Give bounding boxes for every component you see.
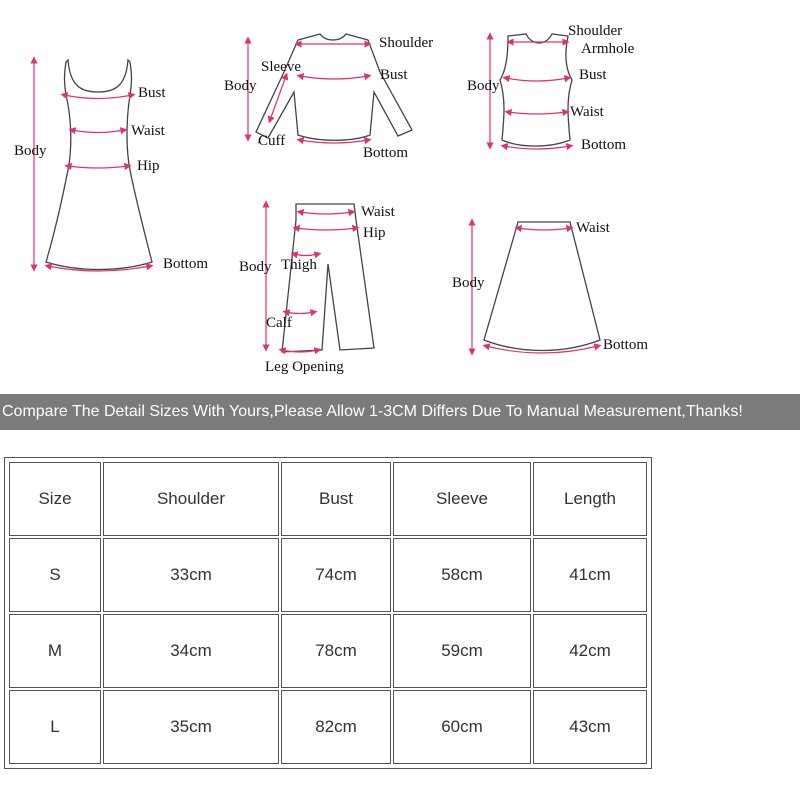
- skirt-waist-label: Waist: [576, 220, 610, 236]
- longsleeve-bottom-label: Bottom: [363, 145, 409, 161]
- skirt-body-label: Body: [452, 275, 485, 291]
- measurement-diagrams: [0, 0, 800, 392]
- dress-bottom-label: Bottom: [163, 256, 209, 272]
- dress-hip-label: Hip: [137, 158, 160, 174]
- tank-bust-label: Bust: [579, 67, 607, 83]
- table-cell: L: [9, 690, 101, 764]
- table-row: [9, 614, 647, 688]
- table-cell: M: [9, 614, 101, 688]
- table-cell: 42cm: [533, 614, 647, 688]
- skirt-outline: [484, 222, 600, 351]
- skirt-bottom-label: Bottom: [603, 337, 649, 353]
- table-row: [9, 538, 647, 612]
- table-header-cell: Sleeve: [393, 462, 531, 536]
- table-header-row: [9, 462, 647, 536]
- table-cell: 35cm: [103, 690, 279, 764]
- longsleeve-sleeve-label: Sleeve: [261, 59, 301, 75]
- table-header-cell: Shoulder: [103, 462, 279, 536]
- garment-illustrations: [0, 0, 800, 392]
- tank-outline: [500, 34, 572, 146]
- table-row: [9, 690, 647, 764]
- table-header-cell: Length: [533, 462, 647, 536]
- pants-body-label: Body: [239, 259, 272, 275]
- dress-bust-label: Bust: [138, 85, 166, 101]
- table-header-cell: Size: [9, 462, 101, 536]
- table-cell: 60cm: [393, 690, 531, 764]
- table-cell: 82cm: [281, 690, 391, 764]
- table-cell: 78cm: [281, 614, 391, 688]
- table-cell: 34cm: [103, 614, 279, 688]
- longsleeve-cuff-label: Cuff: [258, 133, 286, 149]
- tank-body-label: Body: [467, 78, 500, 94]
- longsleeve-shoulder-label: Shoulder: [379, 35, 434, 51]
- pants-hip-label: Hip: [363, 225, 386, 241]
- table-cell: 74cm: [281, 538, 391, 612]
- tank-armhole-label: Armhole: [581, 41, 635, 57]
- measurement-notice-banner: Compare The Detail Sizes With Yours,Please Allow 1-3CM Differs Due To Manual Measurement,Thanks!: [0, 394, 800, 430]
- dress-waist-label: Waist: [131, 123, 165, 139]
- table-header-cell: Bust: [281, 462, 391, 536]
- tank-shoulder-label: Shoulder: [568, 23, 623, 39]
- dress-body-label: Body: [14, 143, 47, 159]
- pants-leg-opening-label: Leg Opening: [265, 359, 344, 375]
- table-cell: 33cm: [103, 538, 279, 612]
- pants-outline: [282, 204, 374, 352]
- pants-thigh-label: Thigh: [281, 257, 317, 273]
- tank-waist-label: Waist: [570, 104, 604, 120]
- table-cell: 43cm: [533, 690, 647, 764]
- table-cell: 41cm: [533, 538, 647, 612]
- tank-bottom-label: Bottom: [581, 137, 627, 153]
- table-cell: 58cm: [393, 538, 531, 612]
- pants-calf-label: Calf: [266, 315, 292, 331]
- table-cell: 59cm: [393, 614, 531, 688]
- longsleeve-bust-label: Bust: [380, 67, 408, 83]
- table-cell: S: [9, 538, 101, 612]
- longsleeve-body-label: Body: [224, 78, 257, 94]
- size-chart-table: [4, 457, 652, 769]
- size-chart-body: [9, 462, 647, 764]
- pants-waist-label: Waist: [361, 204, 395, 220]
